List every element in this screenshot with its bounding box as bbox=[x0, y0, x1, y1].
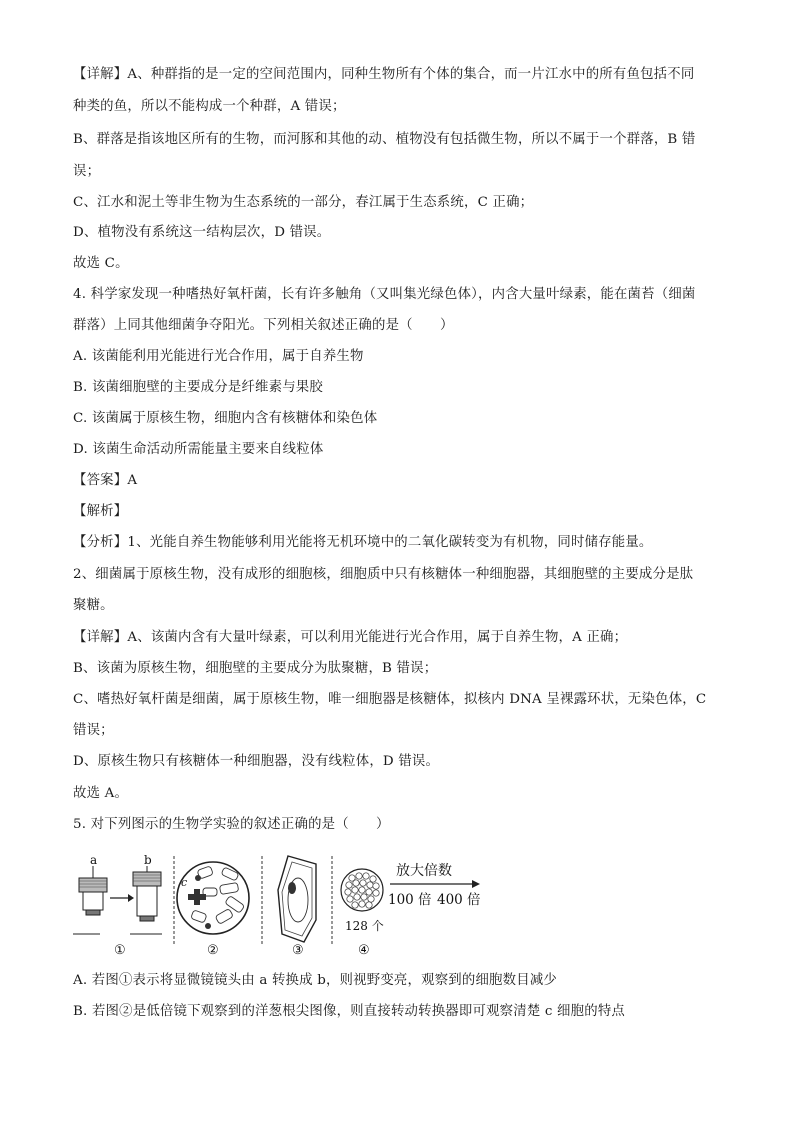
experiment-figure-svg bbox=[70, 850, 490, 962]
text-line: 故选 A。 bbox=[73, 786, 129, 801]
label-c: c bbox=[181, 876, 188, 889]
text-line: D、植物没有系统这一结构层次，D 错误。 bbox=[73, 225, 331, 240]
magnification-from: 100 倍 bbox=[388, 892, 432, 908]
question-4-stem: 4. 科学家发现一种嗜热好氧杆菌，长有许多触角（又叫集光绿色体），内含大量叶绿素，能在菌苔（细菌 bbox=[73, 287, 696, 302]
q5-option-a: A. 若图①表示将显微镜镜头由 a 转换成 b，则视野变亮，观察到的细胞数目减少 bbox=[73, 973, 558, 988]
text-line: B、该菌为原核生物，细胞壁的主要成分为肽聚糖，B 错误； bbox=[73, 661, 438, 676]
text-line: 故选 C。 bbox=[73, 256, 129, 271]
panel-4-number: ④ bbox=[358, 943, 370, 958]
text-line: B、群落是指该地区所有的生物，而河豚和其他的动、植物没有包括微生物，所以不属于一个群落，B 错 bbox=[73, 132, 696, 147]
experiment-figure bbox=[70, 850, 490, 962]
text-line: 错误； bbox=[73, 723, 114, 738]
text-line: 误； bbox=[73, 164, 101, 179]
option-c: C. 该菌属于原核生物，细胞内含有核糖体和染色体 bbox=[73, 411, 378, 426]
label-b: b bbox=[144, 853, 152, 867]
magnification-to: 400 倍 bbox=[437, 892, 481, 908]
question-4-stem-cont: 群落）上同其他细菌争夺阳光。下列相关叙述正确的是（ ） bbox=[73, 318, 454, 333]
cell-count: 128 个 bbox=[345, 919, 384, 933]
text-line: 【详解】A、种群指的是一定的空间范围内，同种生物所有个体的集合，而一片江水中的所有鱼包括不同 bbox=[73, 67, 695, 82]
answer-label: 【答案】A bbox=[73, 473, 138, 488]
panel-2-number: ② bbox=[207, 943, 219, 958]
text-line: C、嗜热好氧杆菌是细菌，属于原核生物，唯一细胞器是核糖体，拟核内 DNA 呈裸露环状，无染色体，C bbox=[73, 692, 707, 707]
question-5-stem: 5. 对下列图示的生物学实验的叙述正确的是（ ） bbox=[73, 817, 390, 832]
q5-option-b: B. 若图②是低倍镜下观察到的洋葱根尖图像，则直接转动转换器即可观察清楚 c 细胞的特点 bbox=[73, 1004, 626, 1019]
panel-1-number: ① bbox=[114, 943, 126, 958]
text-line: C、江水和泥土等非生物为生态系统的一部分，春江属于生态系统，C 正确； bbox=[73, 195, 534, 210]
option-b: B. 该菌细胞壁的主要成分是纤维素与果胶 bbox=[73, 380, 323, 395]
text-line: 聚糖。 bbox=[73, 598, 114, 613]
text-line: 种类的鱼，所以不能构成一个种群，A 错误； bbox=[73, 99, 346, 114]
text-line: D、原核生物只有核糖体一种细胞器，没有线粒体，D 错误。 bbox=[73, 754, 440, 769]
text-line: 2、细菌属于原核生物，没有成形的细胞核，细胞质中只有核糖体一种细胞器，其细胞壁的主要成分是肽 bbox=[73, 567, 694, 582]
text-line: 【详解】A、该菌内含有大量叶绿素，可以利用光能进行光合作用，属于自养生物，A 正确； bbox=[73, 630, 628, 645]
panel-3-plant-cell bbox=[278, 856, 316, 958]
panel-3-number: ③ bbox=[292, 943, 304, 958]
option-a: A. 该菌能利用光能进行光合作用，属于自养生物 bbox=[73, 349, 364, 364]
option-d: D. 该菌生命活动所需能量主要来自线粒体 bbox=[73, 442, 324, 457]
label-a: a bbox=[90, 853, 98, 867]
text-line: 【分析】1、光能自养生物能够利用光能将无机环境中的二氧化碳转变为有机物，同时储存能量。 bbox=[73, 535, 653, 550]
magnification-title: 放大倍数 bbox=[396, 863, 452, 879]
panel-2-root-tip-view bbox=[177, 862, 249, 958]
analysis-label: 【解析】 bbox=[73, 504, 128, 519]
panel-4-magnification bbox=[341, 862, 481, 958]
panel-1-objectives bbox=[73, 853, 162, 958]
